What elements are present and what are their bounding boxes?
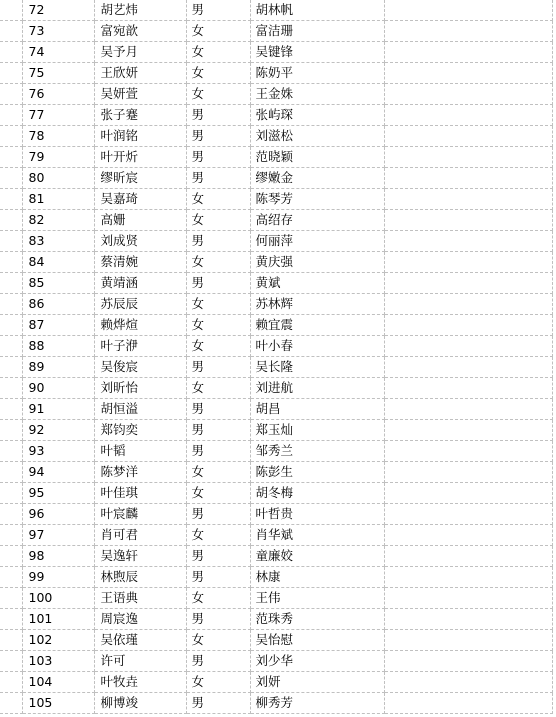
- cell-gender[interactable]: 女: [186, 210, 250, 231]
- row-edge-cell[interactable]: [0, 651, 22, 672]
- row-edge-cell[interactable]: [0, 483, 22, 504]
- cell-student-name[interactable]: 周宸逸: [94, 609, 186, 630]
- cell-gender[interactable]: 男: [186, 609, 250, 630]
- cell-student-name[interactable]: 张子蹇: [94, 105, 186, 126]
- cell-number[interactable]: 92: [22, 420, 94, 441]
- cell-empty[interactable]: [384, 357, 552, 378]
- row-edge-cell[interactable]: [0, 378, 22, 399]
- table-row: [0, 231, 552, 252]
- cell-number[interactable]: 102: [22, 630, 94, 651]
- cell-student-name[interactable]: 黄靖涵: [94, 273, 186, 294]
- cell-empty[interactable]: [384, 399, 552, 420]
- table-row: [0, 546, 552, 567]
- cell-gender[interactable]: 男: [186, 693, 250, 714]
- table-row: [0, 21, 552, 42]
- cell-number[interactable]: 105: [22, 693, 94, 714]
- cell-parent-name[interactable]: 刘进航: [250, 378, 384, 399]
- cell-empty[interactable]: [384, 231, 552, 252]
- cell-gender[interactable]: 男: [186, 105, 250, 126]
- cell-parent-name[interactable]: 柳秀芳: [250, 693, 384, 714]
- cell-number[interactable]: 81: [22, 189, 94, 210]
- cell-number[interactable]: 86: [22, 294, 94, 315]
- table-row: [0, 567, 552, 588]
- cell-number[interactable]: 77: [22, 105, 94, 126]
- cell-gender[interactable]: 女: [186, 63, 250, 84]
- table-row: [0, 168, 552, 189]
- cell-student-name[interactable]: 叶佳琪: [94, 483, 186, 504]
- cell-empty[interactable]: [384, 168, 552, 189]
- cell-empty[interactable]: [384, 483, 552, 504]
- cell-gender[interactable]: 男: [186, 357, 250, 378]
- cell-empty[interactable]: [384, 420, 552, 441]
- row-edge-cell[interactable]: [0, 147, 22, 168]
- cell-student-name[interactable]: 高姗: [94, 210, 186, 231]
- cell-number[interactable]: 94: [22, 462, 94, 483]
- cell-number[interactable]: 75: [22, 63, 94, 84]
- table-row: [0, 525, 552, 546]
- cell-number[interactable]: 95: [22, 483, 94, 504]
- cell-gender[interactable]: 男: [186, 651, 250, 672]
- cell-student-name[interactable]: 叶子洢: [94, 336, 186, 357]
- cell-student-name[interactable]: 陈梦洋: [94, 462, 186, 483]
- cell-gender[interactable]: 女: [186, 525, 250, 546]
- table-row: [0, 315, 552, 336]
- cell-number[interactable]: 83: [22, 231, 94, 252]
- row-edge-cell[interactable]: [0, 231, 22, 252]
- row-edge-cell[interactable]: [0, 336, 22, 357]
- cell-parent-name[interactable]: 黄斌: [250, 273, 384, 294]
- cell-gender[interactable]: 男: [186, 420, 250, 441]
- cell-student-name[interactable]: 胡艺炜: [94, 0, 186, 21]
- table-row: [0, 42, 552, 63]
- cell-gender[interactable]: 女: [186, 84, 250, 105]
- cell-empty[interactable]: [384, 126, 552, 147]
- cell-gender[interactable]: 男: [186, 147, 250, 168]
- row-edge-cell[interactable]: [0, 315, 22, 336]
- cell-number[interactable]: 78: [22, 126, 94, 147]
- cell-gender[interactable]: 女: [186, 42, 250, 63]
- cell-student-name[interactable]: 苏辰辰: [94, 294, 186, 315]
- cell-student-name[interactable]: 许可: [94, 651, 186, 672]
- cell-parent-name[interactable]: 范珠秀: [250, 609, 384, 630]
- cell-empty[interactable]: [384, 441, 552, 462]
- table-row: [0, 105, 552, 126]
- cell-gender[interactable]: 男: [186, 546, 250, 567]
- table-row: [0, 441, 552, 462]
- cell-empty[interactable]: [384, 105, 552, 126]
- table-row: [0, 630, 552, 651]
- table-row: [0, 336, 552, 357]
- cell-student-name[interactable]: 刘成贤: [94, 231, 186, 252]
- table-row: [0, 273, 552, 294]
- cell-parent-name[interactable]: 陈琴芳: [250, 189, 384, 210]
- cell-number[interactable]: 101: [22, 609, 94, 630]
- cell-number[interactable]: 90: [22, 378, 94, 399]
- cell-student-name[interactable]: 林煦辰: [94, 567, 186, 588]
- cell-parent-name[interactable]: 叶小春: [250, 336, 384, 357]
- cell-gender[interactable]: 男: [186, 231, 250, 252]
- cell-empty[interactable]: [384, 609, 552, 630]
- row-edge-cell[interactable]: [0, 609, 22, 630]
- cell-student-name[interactable]: 王语典: [94, 588, 186, 609]
- cell-empty[interactable]: [384, 567, 552, 588]
- cell-parent-name[interactable]: 林康: [250, 567, 384, 588]
- table-row: [0, 189, 552, 210]
- cell-parent-name[interactable]: 刘滋松: [250, 126, 384, 147]
- row-edge-cell[interactable]: [0, 84, 22, 105]
- cell-gender[interactable]: 女: [186, 630, 250, 651]
- cell-parent-name[interactable]: 缪嫩金: [250, 168, 384, 189]
- table-row: [0, 63, 552, 84]
- cell-empty[interactable]: [384, 693, 552, 714]
- cell-empty[interactable]: [384, 630, 552, 651]
- cell-empty[interactable]: [384, 189, 552, 210]
- row-edge-cell[interactable]: [0, 210, 22, 231]
- cell-empty[interactable]: [384, 84, 552, 105]
- row-edge-cell[interactable]: [0, 273, 22, 294]
- cell-gender[interactable]: 女: [186, 462, 250, 483]
- table-row: [0, 420, 552, 441]
- cell-student-name[interactable]: 缪昕宸: [94, 168, 186, 189]
- cell-parent-name[interactable]: 陈奶平: [250, 63, 384, 84]
- cell-gender[interactable]: 女: [186, 672, 250, 693]
- cell-gender[interactable]: 女: [186, 294, 250, 315]
- row-edge-cell[interactable]: [0, 462, 22, 483]
- cell-gender[interactable]: 男: [186, 273, 250, 294]
- cell-parent-name[interactable]: 何丽萍: [250, 231, 384, 252]
- table-row: [0, 210, 552, 231]
- cell-empty[interactable]: [384, 147, 552, 168]
- row-edge-cell[interactable]: [0, 588, 22, 609]
- table-row: [0, 0, 552, 21]
- cell-gender[interactable]: 男: [186, 0, 250, 21]
- table-row: [0, 147, 552, 168]
- cell-student-name[interactable]: 蔡清婉: [94, 252, 186, 273]
- row-edge-cell[interactable]: [0, 546, 22, 567]
- cell-empty[interactable]: [384, 63, 552, 84]
- cell-gender[interactable]: 女: [186, 483, 250, 504]
- cell-number[interactable]: 97: [22, 525, 94, 546]
- cell-parent-name[interactable]: 王金姝: [250, 84, 384, 105]
- cell-parent-name[interactable]: 叶哲贵: [250, 504, 384, 525]
- cell-parent-name[interactable]: 胡冬梅: [250, 483, 384, 504]
- table-row: [0, 483, 552, 504]
- cell-student-name[interactable]: 郑钧奕: [94, 420, 186, 441]
- cell-student-name[interactable]: 吴嘉琦: [94, 189, 186, 210]
- cell-empty[interactable]: [384, 210, 552, 231]
- cell-empty[interactable]: [384, 0, 552, 21]
- cell-number[interactable]: 87: [22, 315, 94, 336]
- cell-empty[interactable]: [384, 672, 552, 693]
- row-edge-cell[interactable]: [0, 357, 22, 378]
- cell-parent-name[interactable]: 吴怡慰: [250, 630, 384, 651]
- cell-number[interactable]: 84: [22, 252, 94, 273]
- row-edge-cell[interactable]: [0, 294, 22, 315]
- cell-student-name[interactable]: 叶润铭: [94, 126, 186, 147]
- cell-parent-name[interactable]: 胡林帆: [250, 0, 384, 21]
- cell-parent-name[interactable]: 赖宜震: [250, 315, 384, 336]
- cell-number[interactable]: 76: [22, 84, 94, 105]
- cell-parent-name[interactable]: 王伟: [250, 588, 384, 609]
- cell-gender[interactable]: 女: [186, 378, 250, 399]
- cell-number[interactable]: 74: [22, 42, 94, 63]
- cell-student-name[interactable]: 胡恒溢: [94, 399, 186, 420]
- table-row: [0, 294, 552, 315]
- cell-student-name[interactable]: 吴依瑾: [94, 630, 186, 651]
- row-edge-cell[interactable]: [0, 42, 22, 63]
- cell-gender[interactable]: 女: [186, 315, 250, 336]
- cell-student-name[interactable]: 刘昕怡: [94, 378, 186, 399]
- cell-parent-name[interactable]: 高绍存: [250, 210, 384, 231]
- cell-parent-name[interactable]: 吴长隆: [250, 357, 384, 378]
- row-edge-cell[interactable]: [0, 252, 22, 273]
- cell-empty[interactable]: [384, 252, 552, 273]
- table-row: [0, 588, 552, 609]
- row-edge-cell[interactable]: [0, 399, 22, 420]
- cell-empty[interactable]: [384, 42, 552, 63]
- cell-empty[interactable]: [384, 378, 552, 399]
- row-edge-cell[interactable]: [0, 567, 22, 588]
- table-row: [0, 378, 552, 399]
- cell-parent-name[interactable]: 刘少华: [250, 651, 384, 672]
- cell-student-name[interactable]: 柳博竣: [94, 693, 186, 714]
- cell-gender[interactable]: 男: [186, 567, 250, 588]
- cell-parent-name[interactable]: 苏林辉: [250, 294, 384, 315]
- cell-parent-name[interactable]: 刘妍: [250, 672, 384, 693]
- row-edge-cell[interactable]: [0, 693, 22, 714]
- cell-parent-name[interactable]: 吴键锋: [250, 42, 384, 63]
- cell-gender[interactable]: 男: [186, 126, 250, 147]
- cell-student-name[interactable]: 吴逸轩: [94, 546, 186, 567]
- cell-gender[interactable]: 女: [186, 336, 250, 357]
- cell-student-name[interactable]: 肖可君: [94, 525, 186, 546]
- row-edge-cell[interactable]: [0, 0, 22, 21]
- cell-student-name[interactable]: 吴俊宸: [94, 357, 186, 378]
- cell-empty[interactable]: [384, 21, 552, 42]
- cell-parent-name[interactable]: 范晓颖: [250, 147, 384, 168]
- row-edge-cell[interactable]: [0, 126, 22, 147]
- cell-parent-name[interactable]: 富洁珊: [250, 21, 384, 42]
- cell-number[interactable]: 73: [22, 21, 94, 42]
- cell-empty[interactable]: [384, 651, 552, 672]
- cell-student-name[interactable]: 吴妍萱: [94, 84, 186, 105]
- cell-gender[interactable]: 女: [186, 252, 250, 273]
- cell-student-name[interactable]: 吴予月: [94, 42, 186, 63]
- table-row: [0, 84, 552, 105]
- cell-empty[interactable]: [384, 294, 552, 315]
- table-row: [0, 672, 552, 693]
- cell-number[interactable]: 79: [22, 147, 94, 168]
- cell-parent-name[interactable]: 陈彭生: [250, 462, 384, 483]
- cell-gender[interactable]: 男: [186, 441, 250, 462]
- cell-empty[interactable]: [384, 273, 552, 294]
- cell-empty[interactable]: [384, 588, 552, 609]
- cell-empty[interactable]: [384, 504, 552, 525]
- cell-number[interactable]: 88: [22, 336, 94, 357]
- cell-gender[interactable]: 男: [186, 399, 250, 420]
- cell-number[interactable]: 91: [22, 399, 94, 420]
- table-row: [0, 504, 552, 525]
- row-edge-cell[interactable]: [0, 105, 22, 126]
- cell-number[interactable]: 103: [22, 651, 94, 672]
- cell-number[interactable]: 99: [22, 567, 94, 588]
- cell-parent-name[interactable]: 张屿琛: [250, 105, 384, 126]
- table-row: [0, 252, 552, 273]
- table-row: [0, 462, 552, 483]
- cell-student-name[interactable]: 王欣妍: [94, 63, 186, 84]
- table-row: [0, 126, 552, 147]
- cell-number[interactable]: 93: [22, 441, 94, 462]
- row-edge-cell[interactable]: [0, 189, 22, 210]
- cell-student-name[interactable]: 叶牧垚: [94, 672, 186, 693]
- row-edge-cell[interactable]: [0, 420, 22, 441]
- cell-number[interactable]: 82: [22, 210, 94, 231]
- row-edge-cell[interactable]: [0, 672, 22, 693]
- cell-student-name[interactable]: 叶韬: [94, 441, 186, 462]
- table-row: [0, 609, 552, 630]
- cell-student-name[interactable]: 叶开炘: [94, 147, 186, 168]
- table-row: [0, 693, 552, 714]
- cell-student-name[interactable]: 赖烨煊: [94, 315, 186, 336]
- cell-parent-name[interactable]: 肖华斌: [250, 525, 384, 546]
- row-edge-cell[interactable]: [0, 168, 22, 189]
- cell-parent-name[interactable]: 胡昌: [250, 399, 384, 420]
- cell-parent-name[interactable]: 郑玉灿: [250, 420, 384, 441]
- cell-gender[interactable]: 女: [186, 189, 250, 210]
- cell-gender[interactable]: 女: [186, 588, 250, 609]
- cell-empty[interactable]: [384, 525, 552, 546]
- cell-student-name[interactable]: 富宛歆: [94, 21, 186, 42]
- row-edge-cell[interactable]: [0, 63, 22, 84]
- row-edge-cell[interactable]: [0, 525, 22, 546]
- cell-number[interactable]: 104: [22, 672, 94, 693]
- cell-number[interactable]: 100: [22, 588, 94, 609]
- row-edge-cell[interactable]: [0, 630, 22, 651]
- cell-student-name[interactable]: 叶宸麟: [94, 504, 186, 525]
- cell-gender[interactable]: 女: [186, 21, 250, 42]
- table-row: [0, 357, 552, 378]
- cell-empty[interactable]: [384, 546, 552, 567]
- cell-number[interactable]: 98: [22, 546, 94, 567]
- cell-number[interactable]: 85: [22, 273, 94, 294]
- cell-parent-name[interactable]: 黄庆强: [250, 252, 384, 273]
- row-edge-cell[interactable]: [0, 21, 22, 42]
- cell-gender[interactable]: 男: [186, 168, 250, 189]
- cell-empty[interactable]: [384, 315, 552, 336]
- row-edge-cell[interactable]: [0, 504, 22, 525]
- cell-parent-name[interactable]: 邹秀兰: [250, 441, 384, 462]
- cell-empty[interactable]: [384, 336, 552, 357]
- table-row: [0, 651, 552, 672]
- cell-number[interactable]: 72: [22, 0, 94, 21]
- cell-empty[interactable]: [384, 462, 552, 483]
- cell-gender[interactable]: 男: [186, 504, 250, 525]
- row-edge-cell[interactable]: [0, 441, 22, 462]
- cell-number[interactable]: 80: [22, 168, 94, 189]
- cell-parent-name[interactable]: 童廉姣: [250, 546, 384, 567]
- table-row: [0, 399, 552, 420]
- cell-number[interactable]: 96: [22, 504, 94, 525]
- cell-number[interactable]: 89: [22, 357, 94, 378]
